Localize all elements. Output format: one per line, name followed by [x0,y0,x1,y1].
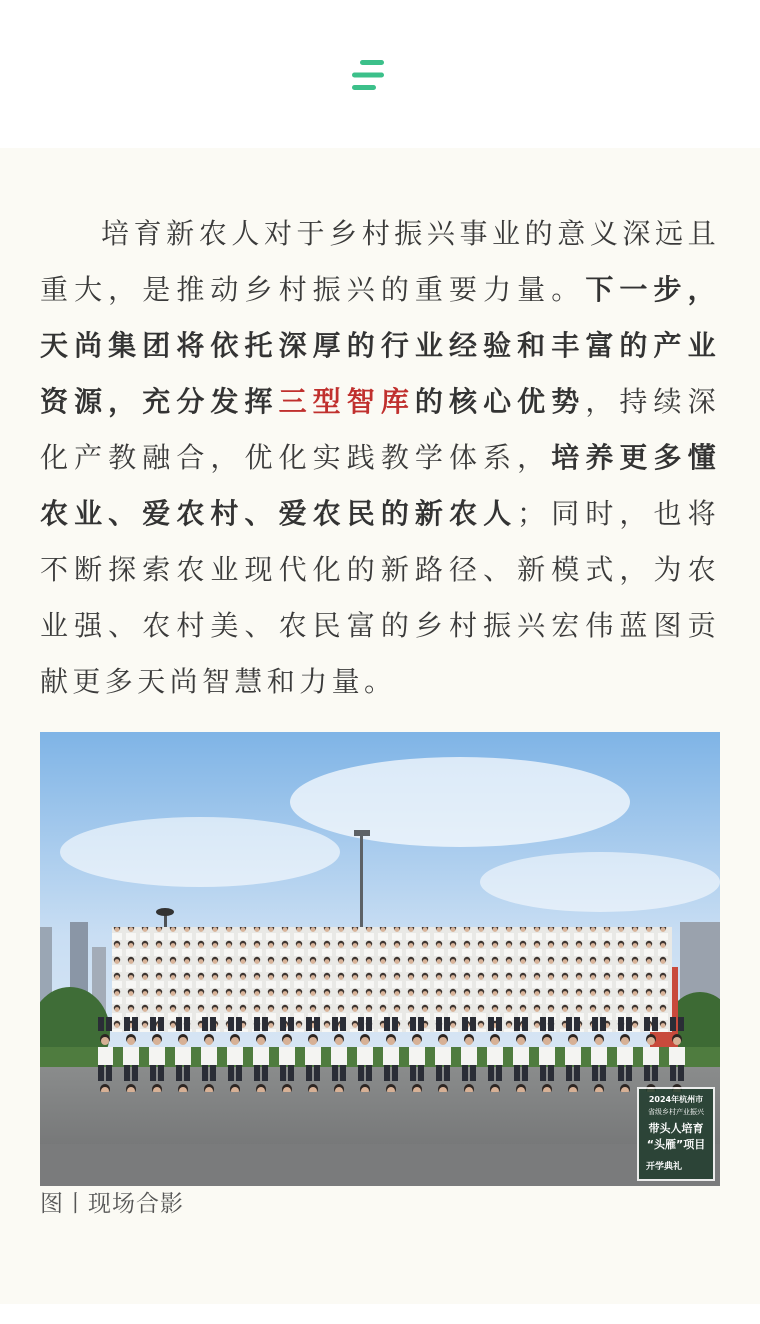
photo-caption: 图丨现场合影 [40,1191,184,1217]
photo-banner-line: 2024年杭州市 [648,1095,704,1104]
group-photo [40,732,720,1186]
bottom-strip [0,1304,760,1324]
paragraph-bold-text: 培养更多懂农业、爱农村、爱农民的新农人 [40,441,720,530]
paragraph-text: ，持续深化产教融合，优化实践教学体系， [40,385,720,474]
photo-banner-line: 带头人培育 [648,1122,704,1135]
photo-banner-line: 省级乡村产业振兴 [648,1108,704,1116]
paragraph-text: ；同时，也将不断探索农业现代化的新路径、新模式，为农业强、农村美、农民富的乡村振兴宏伟蓝图贡献更多天尚智慧和力量。 [40,497,720,698]
highlighted-keyword: 三型智库 [278,385,415,418]
paragraph-text: 培育新农人对于乡村振兴事业的意义深远且重大，是推动乡村振兴的重要力量。 [40,217,720,306]
photo-banner-line: 开学典礼 [645,1162,683,1172]
paragraph-bold-text: 下一步，天尚集团将依托深厚的行业经验和丰富的产业资源，充分发挥 [40,273,720,418]
article-content [0,148,760,1304]
top-bar [0,0,760,148]
paragraph-bold-text: 的核心优势 [414,385,586,418]
photo-banner-line: “头雁”项目 [646,1138,706,1151]
article-paragraph [40,206,720,710]
hamburger-menu-icon[interactable] [349,58,387,92]
